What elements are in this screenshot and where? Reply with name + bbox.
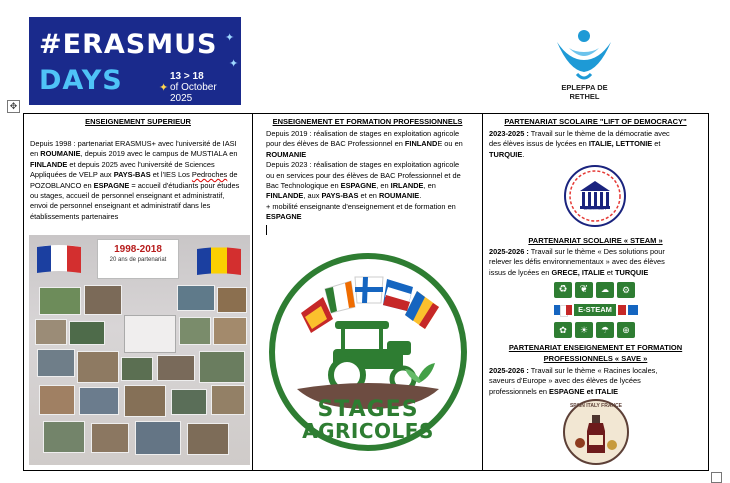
poster-photo-item xyxy=(69,321,105,345)
banner-dates xyxy=(170,71,217,104)
steam-line2: relever les défis environnementaux » avec des élèves xyxy=(489,257,665,267)
eplefpa-logo xyxy=(547,26,622,101)
col-enseignement-superieur xyxy=(24,114,253,470)
col2-heading: ENSEIGNEMENT ET FORMATION PROFESSIONNELS xyxy=(272,117,463,126)
col1-line4-post: de xyxy=(227,170,238,180)
save-logo xyxy=(563,399,629,465)
save-heading xyxy=(483,343,708,364)
banner-dates-year: 2025 xyxy=(170,93,193,104)
col-partenariats-scolaires xyxy=(483,114,708,470)
poster-subtitle: 20 ans de partenariat xyxy=(109,257,167,263)
poster-photo-item xyxy=(187,423,229,455)
save-heading-line1: PARTENARIAT ENSEIGNEMENT ET FORMATION xyxy=(508,343,683,352)
eplefpa-logo-name: EPLEFPA DE RETHEL xyxy=(561,83,608,101)
save-line3-pre: professionnels en xyxy=(489,386,549,396)
recycle-icon: ♻ xyxy=(554,282,572,298)
poster-photo-item xyxy=(79,387,119,415)
save-logo-text: SPAIN ITALY FRANCE xyxy=(569,403,623,409)
col2-line8: + mobilité enseignante d'enseignement et de formation en xyxy=(266,201,456,211)
poster-center-card xyxy=(124,315,176,353)
poster-photo-item xyxy=(39,287,81,315)
text-cursor xyxy=(266,225,267,235)
col1-line6: ou stages, accueil de personnel enseignant et administratif, xyxy=(30,191,225,201)
lift-democracy-line3-post: . xyxy=(522,149,525,159)
leaf-icon: ❦ xyxy=(575,282,593,298)
col1-line5-post: = accueil d'étudiants pour études xyxy=(129,180,240,190)
poster-photo-item xyxy=(179,317,211,345)
e-steam-label: E-STEAM xyxy=(574,304,616,316)
col2-paragraph xyxy=(266,129,482,223)
table-move-handle-icon[interactable]: ✥ xyxy=(7,100,20,113)
poster-photo-item xyxy=(217,287,247,313)
eplefpa-emblem-icon xyxy=(547,26,622,82)
col2-line7-mid1: , aux xyxy=(303,191,322,201)
col2-line2-post: E ou en xyxy=(437,139,463,149)
lift-democracy-period: 2023-2025 : xyxy=(489,129,529,138)
e-steam-logo xyxy=(554,282,638,340)
poster-photo-item xyxy=(211,385,245,415)
col1-line8: établissements partenaires xyxy=(30,211,119,221)
sparkle-icon: ✦ xyxy=(159,82,169,94)
col1-heading: ENSEIGNEMENT SUPERIEUR xyxy=(85,117,191,126)
col2-line7-mid2: et en xyxy=(358,191,379,201)
poster-photo-item xyxy=(91,423,129,453)
poster-photo-item xyxy=(37,349,75,377)
lift-democracy-text xyxy=(489,129,707,160)
wine-bottle-icon xyxy=(565,401,627,463)
lift-democracy-countries: ITALIE, LETTONIE xyxy=(588,139,653,149)
spelling-flagged-word[interactable]: Pedroches xyxy=(191,170,228,180)
col1-line3-post: et depuis 2025 avec l'université de Sciences xyxy=(67,159,215,169)
banner-dates-month: of October xyxy=(170,82,217,93)
water-icon: ☂ xyxy=(596,322,614,338)
country-espagne: ESPAGNE xyxy=(340,181,377,191)
country-finlande: FINLANDE xyxy=(30,159,68,169)
lift-democracy-line2-pre: des élèves issus de lycées en xyxy=(489,139,589,149)
banner-days: DAYS xyxy=(39,65,123,96)
robot-icon: ⚙ xyxy=(617,282,635,298)
save-line2: saveurs d'Europe » avec des élèves de lycées xyxy=(489,376,641,386)
steam-heading: PARTENARIAT SCOLAIRE « STEAM » xyxy=(528,236,663,245)
table-resize-handle[interactable] xyxy=(711,472,722,483)
col-enseignement-professionnel xyxy=(253,114,483,470)
country-turquie: TURQUIE xyxy=(614,267,649,277)
country-roumanie: ROUMANIE xyxy=(266,149,307,159)
country-pays-bas: PAYS-BAS xyxy=(321,191,359,201)
partnership-table xyxy=(23,113,709,471)
col2-line4: Depuis 2023 : réalisation de stages en exploitation agricole xyxy=(266,160,460,170)
flag-romania-icon xyxy=(197,245,241,279)
poster-photo-item xyxy=(39,385,75,415)
col1-line5-pre: POZOBLANCO en xyxy=(30,180,94,190)
lift-democracy-heading: PARTENARIAT SCOLAIRE "LIFT OF DEMOCRACY" xyxy=(504,117,687,126)
col2-line1: Depuis 2019 : réalisation de stages en exploitation agricole xyxy=(266,129,460,138)
country-finlande: FINLAND xyxy=(404,139,438,149)
flag-stripe xyxy=(628,305,638,315)
stages-agricoles-logo xyxy=(267,249,469,455)
poster-photo-item xyxy=(157,355,195,381)
save-period: 2025-2026 : xyxy=(489,366,529,375)
country-finlande: FINLANDE xyxy=(266,191,304,201)
country-espagne: ESPAGNE xyxy=(93,180,130,190)
poster-photo-item xyxy=(177,285,215,311)
country-roumanie: ROUMANIE xyxy=(40,149,81,159)
col2-line5: ou en services pour des élèves de BAC Professionnel et de xyxy=(266,170,461,180)
save-heading-line2: PROFESSIONNELS « SAVE » xyxy=(543,353,648,363)
save-countries: ESPAGNE et ITALIE xyxy=(548,386,619,396)
poster-photo-item xyxy=(199,351,245,383)
steam-text xyxy=(489,247,707,278)
banner-hashtag: #ERASMUS xyxy=(39,29,218,60)
col2-line6-mid: , en xyxy=(376,181,391,191)
lift-democracy-logo-text: DEMOCRACY xyxy=(583,207,607,211)
sparkle-icon: ✦ xyxy=(229,58,239,70)
co2-icon: ☁ xyxy=(596,282,614,298)
erasmus-days-banner xyxy=(29,17,241,105)
col2-line6-post: , en xyxy=(423,181,436,191)
country-irlande: IRLANDE xyxy=(390,181,424,191)
poster-photo-item xyxy=(135,421,181,455)
poster-photo-item xyxy=(171,389,207,415)
earth-icon: ⊕ xyxy=(617,322,635,338)
flag-stripe xyxy=(618,305,626,315)
poster-photo-item xyxy=(84,285,122,315)
save-text xyxy=(489,366,707,397)
country-espagne: ESPAGNE xyxy=(266,212,302,222)
col1-paragraph xyxy=(30,139,252,222)
col2-line2-pre: pour des élèves de BAC Professionnel en xyxy=(266,139,405,149)
steam-line1: Travail sur le thème « Des solutions pour xyxy=(528,247,665,256)
banner-dates-range: 13 > 18 xyxy=(170,71,204,82)
steam-line3-mid: et xyxy=(604,267,615,277)
lift-democracy-line1: Travail sur le thème de la démocratie avec xyxy=(528,129,670,138)
lion-icon: ✿ xyxy=(554,322,572,338)
partnership-poster-photo xyxy=(29,235,250,465)
poster-title-card xyxy=(97,239,179,279)
lift-democracy-logo xyxy=(564,165,626,227)
stages-logo-line2: AGRICOLES xyxy=(302,419,434,443)
poster-photo-item xyxy=(124,385,166,417)
stages-logo-line1: STAGES xyxy=(317,397,419,422)
flag-france-icon xyxy=(37,243,81,277)
poster-photo-item xyxy=(35,319,67,345)
country-roumanie: ROUMANIE xyxy=(378,191,420,201)
steam-countries: GRECE, ITALIE xyxy=(551,267,605,277)
poster-photo-item xyxy=(121,357,153,381)
poster-photo-item xyxy=(77,351,119,383)
steam-period: 2025-2026 : xyxy=(489,247,529,256)
e-steam-band xyxy=(554,302,638,318)
col1-line1: Depuis 1998 : partenariat ERASMUS+ avec l'université de IASI xyxy=(30,139,237,148)
col1-line4-mid: et l'IES Los xyxy=(150,170,192,180)
temple-icon xyxy=(566,167,624,225)
col1-line2-pre: en xyxy=(30,149,41,159)
poster-photo-item xyxy=(213,317,247,345)
country-turquie: TURQUIE xyxy=(489,149,523,159)
country-pays-bas: PAYS-BAS xyxy=(113,170,151,180)
sun-icon: ☀ xyxy=(575,322,593,338)
col1-line4-pre: Appliquées de VELP aux xyxy=(30,170,114,180)
flag-stripe xyxy=(566,305,572,315)
poster-title: 1998-2018 xyxy=(114,244,162,255)
col2-line6-pre: Bac Technologique en xyxy=(266,181,341,191)
poster-photo-item xyxy=(43,421,85,453)
lift-democracy-line2-post: et xyxy=(652,139,661,149)
col1-line2-post: , depuis 2019 avec le campus de MUSTIALA en xyxy=(80,149,238,159)
save-line1: Travail sur le thème « Racines locales, xyxy=(528,366,658,375)
steam-line3-pre: issus de lycées en xyxy=(489,267,552,277)
col1-line7: envoi de personnel enseignant et administratif dans les xyxy=(30,201,211,211)
col2-line7-post: . xyxy=(419,191,422,201)
sparkle-icon: ✦ xyxy=(225,32,235,44)
